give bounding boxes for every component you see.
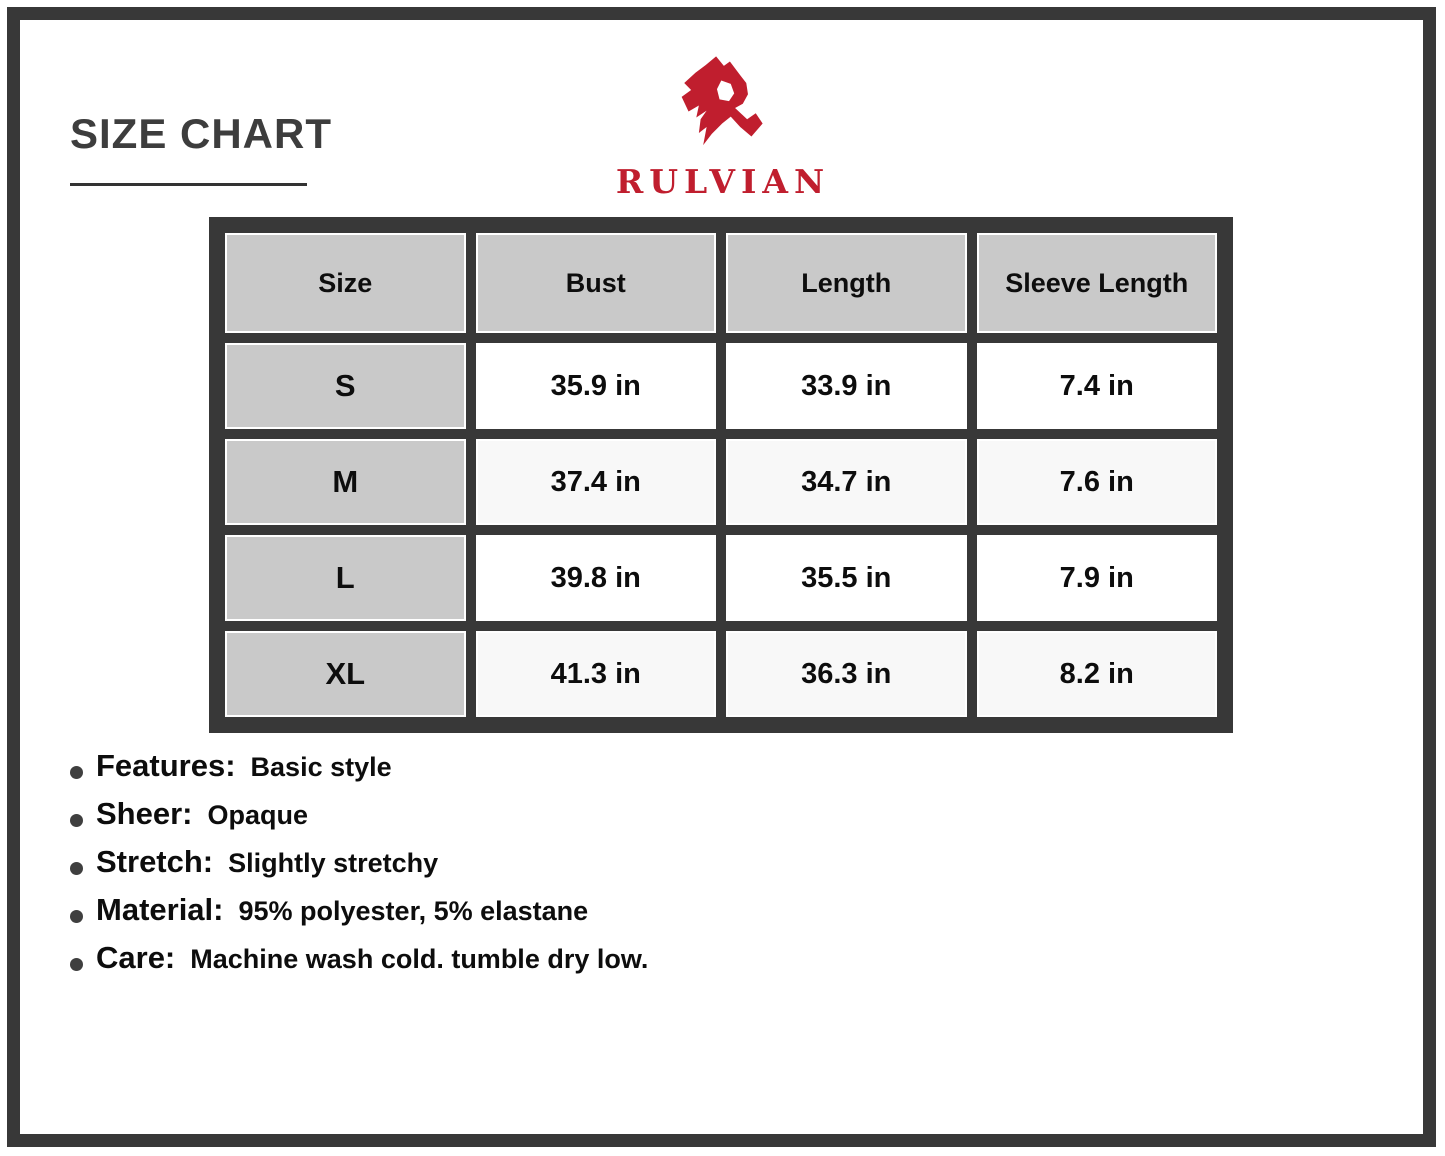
- detail-item: [70, 892, 648, 940]
- size-cell: M: [225, 439, 466, 525]
- detail-value: Opaque: [207, 800, 308, 830]
- size-table-body: [225, 343, 1217, 717]
- detail-item: [70, 844, 648, 892]
- measurement-cell: 7.9 in: [977, 535, 1218, 621]
- detail-label: Sheer:: [96, 796, 193, 831]
- size-cell: XL: [225, 631, 466, 717]
- brand-logo-r-mark-icon: [667, 50, 779, 154]
- title-block: [70, 110, 332, 186]
- detail-label: Material:: [96, 892, 224, 927]
- detail-value: Slightly stretchy: [228, 848, 439, 878]
- measurement-cell: 7.4 in: [977, 343, 1218, 429]
- detail-label: Care:: [96, 940, 176, 975]
- measurement-cell: 39.8 in: [476, 535, 717, 621]
- detail-item: [70, 748, 648, 796]
- detail-value: Basic style: [250, 752, 392, 782]
- title-underline: [70, 183, 307, 186]
- measurement-cell: 8.2 in: [977, 631, 1218, 717]
- detail-label: Features:: [96, 748, 236, 783]
- size-table-header-cell: Size: [225, 233, 466, 333]
- measurement-cell: 37.4 in: [476, 439, 717, 525]
- detail-value: 95% polyester, 5% elastane: [238, 896, 589, 926]
- detail-item: [70, 940, 648, 988]
- detail-label: Stretch:: [96, 844, 214, 879]
- bullet-dot-icon: [70, 910, 83, 923]
- bullet-dot-icon: [70, 958, 83, 971]
- size-table-header-row: [225, 233, 1217, 333]
- product-details-list: [70, 748, 648, 988]
- size-table-row: [225, 439, 1217, 525]
- page-title: SIZE CHART: [70, 110, 332, 157]
- detail-value: Machine wash cold. tumble dry low.: [190, 944, 649, 974]
- size-table-row: [225, 343, 1217, 429]
- measurement-cell: 34.7 in: [726, 439, 967, 525]
- size-table-row: [225, 631, 1217, 717]
- brand-logo: [573, 50, 873, 201]
- size-table-header-cell: Length: [726, 233, 967, 333]
- measurement-cell: 41.3 in: [476, 631, 717, 717]
- bullet-dot-icon: [70, 766, 83, 779]
- size-cell: S: [225, 343, 466, 429]
- measurement-cell: 33.9 in: [726, 343, 967, 429]
- bullet-dot-icon: [70, 814, 83, 827]
- measurement-cell: 7.6 in: [977, 439, 1218, 525]
- size-cell: L: [225, 535, 466, 621]
- measurement-cell: 35.9 in: [476, 343, 717, 429]
- size-table: [209, 217, 1233, 733]
- detail-item: [70, 796, 648, 844]
- size-table-header-cell: Bust: [476, 233, 717, 333]
- measurement-cell: 36.3 in: [726, 631, 967, 717]
- size-table-header-cell: Sleeve Length: [977, 233, 1218, 333]
- size-table-row: [225, 535, 1217, 621]
- bullet-dot-icon: [70, 862, 83, 875]
- brand-wordmark: RULVIAN: [615, 162, 831, 201]
- measurement-cell: 35.5 in: [726, 535, 967, 621]
